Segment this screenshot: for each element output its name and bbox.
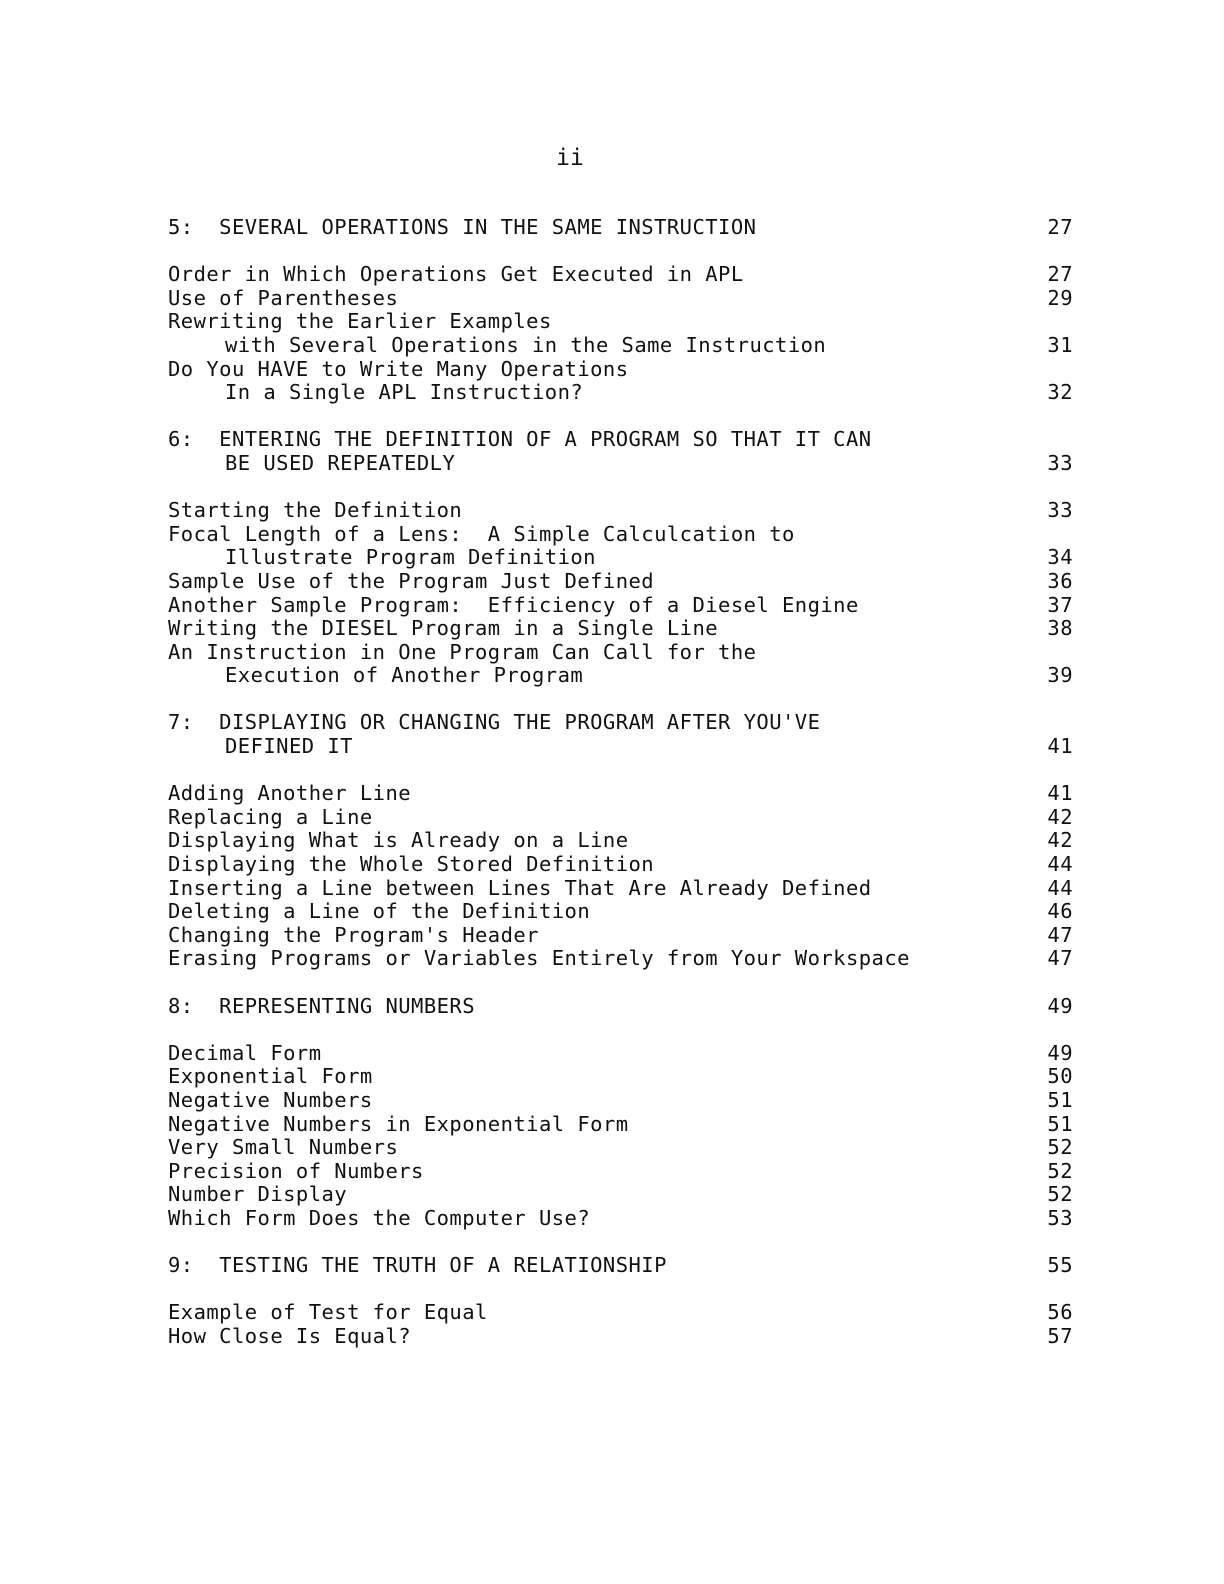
toc-entry: [168, 1325, 1073, 1349]
toc-entry-page-number: 39: [1047, 663, 1073, 688]
toc-entry-title: Inserting a Line between Lines That Are Already Defined: [168, 876, 872, 900]
chapter-heading-line-page-number: 49: [1047, 993, 1073, 1018]
toc-entry-title: Sample Use of the Program Just Defined: [168, 569, 655, 593]
toc-entry-page-number: 34: [1047, 545, 1073, 570]
spacer: [168, 476, 1073, 500]
toc-entry: [168, 499, 1073, 523]
toc-entry-title: Number Display: [168, 1183, 348, 1207]
toc-entry-page-number: 56: [1047, 1300, 1073, 1325]
toc-entry: [168, 1183, 1073, 1207]
chapter-heading-line-title: DEFINED IT: [225, 735, 353, 759]
toc-entry-page-number: 52: [1047, 1135, 1073, 1160]
spacer: [168, 240, 1073, 264]
toc-entry-title: Deleting a Line of the Definition: [168, 900, 591, 924]
toc-chapter: [168, 711, 1073, 994]
toc-entry-page-number: 33: [1047, 498, 1073, 523]
toc-entry: [168, 570, 1073, 594]
toc-entry: [168, 1042, 1073, 1066]
toc-entry: [168, 664, 1073, 688]
chapter-heading-line-title: BE USED REPEATEDLY: [225, 451, 456, 475]
chapter-heading-line-title: 5: SEVERAL OPERATIONS IN THE SAME INSTRUCTION: [168, 216, 757, 239]
toc-entry: [168, 334, 1073, 358]
toc-entry-page-number: 57: [1047, 1323, 1073, 1348]
toc-entry-page-number: 32: [1047, 380, 1073, 405]
toc-entry: [168, 1160, 1073, 1184]
toc-entry-page-number: 53: [1047, 1205, 1073, 1230]
toc-entry-title: Very Small Numbers: [168, 1136, 399, 1160]
toc-entry-title: Changing the Program's Header: [168, 923, 539, 947]
toc-entry-title: Use of Parentheses: [168, 286, 399, 310]
chapter-heading-line-title: 7: DISPLAYING OR CHANGING THE PROGRAM AFTER YOU'VE: [168, 711, 821, 735]
spacer: [168, 688, 1073, 712]
spacer: [168, 1278, 1073, 1302]
toc-entry-title: Decimal Form: [168, 1041, 322, 1065]
toc-entry: [168, 924, 1073, 948]
toc-entry: [168, 617, 1073, 641]
toc-entry: [168, 1113, 1073, 1137]
toc-entry: [168, 853, 1073, 877]
toc-chapter: [168, 1254, 1073, 1348]
page-number: ii: [556, 145, 584, 171]
spacer: [168, 1018, 1073, 1042]
chapter-heading-line-page-number: 27: [1047, 215, 1073, 239]
toc-entry-title: An Instruction in One Program Can Call for the: [168, 640, 757, 664]
toc-entry: [168, 546, 1073, 570]
toc-entry: [168, 900, 1073, 924]
toc-entry-title: Do You HAVE to Write Many Operations: [168, 357, 629, 381]
toc-entry-title: How Close Is Equal?: [168, 1324, 412, 1348]
toc-chapter: [168, 428, 1073, 711]
toc-entry: [168, 287, 1073, 311]
toc-entry: [168, 381, 1073, 405]
toc-entry-page-number: 52: [1047, 1158, 1073, 1183]
toc-entry: [168, 641, 1073, 665]
table-of-contents: [168, 216, 1073, 1349]
toc-entry: [168, 1065, 1073, 1089]
toc-entry-title: Which Form Does the Computer Use?: [168, 1206, 591, 1230]
toc-chapter: [168, 216, 1073, 428]
toc-entry-title: Starting the Definition: [168, 499, 463, 523]
toc-entry-title: Another Sample Program: Efficiency of a Diesel Engine: [168, 593, 859, 617]
toc-entry-page-number: 51: [1047, 1111, 1073, 1136]
toc-entry-title: Order in Which Operations Get Executed in APL: [168, 263, 744, 287]
toc-entry-title: Erasing Programs or Variables Entirely from Your Workspace: [168, 947, 910, 971]
toc-entry-page-number: 51: [1047, 1087, 1073, 1112]
toc-entry-title: Exponential Form: [168, 1065, 373, 1089]
toc-entry-page-number: 52: [1047, 1182, 1073, 1207]
chapter-heading-line-page-number: 33: [1047, 450, 1073, 475]
toc-entry: [168, 877, 1073, 901]
toc-entry: [168, 1207, 1073, 1231]
toc-entry-title: Focal Length of a Lens: A Simple Calculcation to: [168, 522, 795, 546]
toc-entry-title: Execution of Another Program: [225, 664, 584, 688]
toc-entry: [168, 1136, 1073, 1160]
chapter-heading-line: [168, 711, 1073, 735]
toc-entry-title: with Several Operations in the Same Instruction: [225, 333, 827, 357]
toc-entry-page-number: 29: [1047, 285, 1073, 310]
toc-entry: [168, 594, 1073, 618]
chapter-heading-line: [168, 216, 1073, 240]
chapter-heading-line: [168, 452, 1073, 476]
chapter-heading-line: [168, 735, 1073, 759]
toc-entry-title: Displaying What is Already on a Line: [168, 829, 629, 853]
chapter-heading-line-page-number: 55: [1047, 1253, 1073, 1278]
toc-entry-page-number: 49: [1047, 1040, 1073, 1065]
toc-entry-page-number: 38: [1047, 616, 1073, 641]
chapter-heading-line-title: 6: ENTERING THE DEFINITION OF A PROGRAM SO THAT IT CAN: [168, 428, 872, 452]
toc-entry-page-number: 41: [1047, 781, 1073, 806]
toc-entry-title: Example of Test for Equal: [168, 1301, 488, 1325]
toc-entry: [168, 1301, 1073, 1325]
toc-entry: [168, 947, 1073, 971]
toc-entry-page-number: 46: [1047, 899, 1073, 924]
toc-entry-page-number: 42: [1047, 828, 1073, 853]
chapter-heading-line-title: 8: REPRESENTING NUMBERS: [168, 994, 476, 1018]
toc-entry: [168, 310, 1073, 334]
toc-entry-title: Adding Another Line: [168, 782, 412, 806]
toc-entry-page-number: 36: [1047, 568, 1073, 593]
toc-entry-page-number: 31: [1047, 332, 1073, 357]
toc-entry-page-number: 44: [1047, 852, 1073, 877]
toc-entry-title: Replacing a Line: [168, 805, 373, 829]
toc-entry: [168, 829, 1073, 853]
toc-entry-title: In a Single APL Instruction?: [225, 381, 584, 405]
chapter-heading-line: [168, 1254, 1073, 1278]
toc-entry: [168, 1089, 1073, 1113]
chapter-heading-line-page-number: 41: [1047, 734, 1073, 759]
toc-entry-page-number: 42: [1047, 804, 1073, 829]
toc-entry-title: Rewriting the Earlier Examples: [168, 310, 552, 334]
toc-entry-title: Negative Numbers: [168, 1088, 373, 1112]
toc-entry-page-number: 27: [1047, 262, 1073, 287]
toc-entry-title: Displaying the Whole Stored Definition: [168, 853, 655, 877]
toc-entry-title: Illustrate Program Definition: [225, 546, 596, 570]
toc-entry-page-number: 44: [1047, 875, 1073, 900]
chapter-heading-line-title: 9: TESTING THE TRUTH OF A RELATIONSHIP: [168, 1254, 667, 1278]
toc-entry-page-number: 47: [1047, 922, 1073, 947]
toc-entry-page-number: 50: [1047, 1064, 1073, 1089]
toc-entry: [168, 523, 1073, 547]
toc-entry: [168, 358, 1073, 382]
chapter-heading-line: [168, 428, 1073, 452]
spacer: [168, 759, 1073, 783]
toc-entry: [168, 263, 1073, 287]
toc-entry-title: Writing the DIESEL Program in a Single Line: [168, 617, 719, 641]
spacer: [168, 1231, 1073, 1255]
spacer: [168, 405, 1073, 429]
spacer: [168, 971, 1073, 995]
chapter-heading-line: [168, 995, 1073, 1019]
toc-entry: [168, 806, 1073, 830]
toc-entry: [168, 782, 1073, 806]
toc-entry-title: Negative Numbers in Exponential Form: [168, 1112, 629, 1136]
toc-entry-page-number: 37: [1047, 592, 1073, 617]
toc-entry-title: Precision of Numbers: [168, 1159, 424, 1183]
toc-entry-page-number: 47: [1047, 946, 1073, 971]
toc-chapter: [168, 995, 1073, 1255]
